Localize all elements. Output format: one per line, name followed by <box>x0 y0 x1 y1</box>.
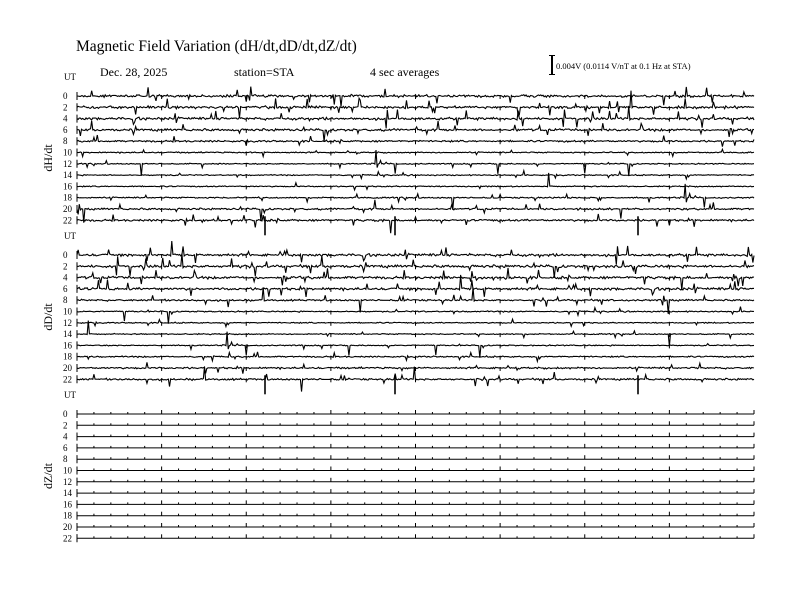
ut-label: UT <box>64 72 76 82</box>
row-label: 14 <box>63 329 72 340</box>
row-label: 12 <box>63 476 72 487</box>
row-label: 10 <box>63 147 72 158</box>
row-label: 22 <box>63 374 72 385</box>
row-label: 14 <box>63 488 72 499</box>
row-label: 4 <box>63 272 68 283</box>
row-label: 8 <box>63 295 68 306</box>
row-label: 0 <box>63 91 68 101</box>
trace-line <box>77 214 754 233</box>
station-label: station=STA <box>234 65 295 79</box>
row-label: 6 <box>63 124 68 135</box>
trace-line <box>77 307 754 324</box>
ut-label: UT <box>64 390 76 400</box>
row-label: 6 <box>63 442 68 453</box>
row-label: 12 <box>63 317 72 328</box>
averaging-label: 4 sec averages <box>370 65 440 79</box>
row-label: 2 <box>63 261 68 272</box>
row-label: 18 <box>63 192 72 203</box>
date-label: Dec. 28, 2025 <box>100 65 168 79</box>
trace-line <box>77 241 754 265</box>
axis-label: dH/dt <box>41 144 55 172</box>
row-label: 0 <box>63 250 68 260</box>
row-label: 10 <box>63 465 72 476</box>
panel-dhdt <box>41 72 754 235</box>
panel-dzdt <box>41 390 754 543</box>
row-label: 22 <box>63 533 72 544</box>
row-label: 8 <box>63 454 68 465</box>
row-label: 18 <box>63 351 72 362</box>
row-label: 16 <box>63 340 72 351</box>
row-label: 2 <box>63 102 68 113</box>
row-label: 20 <box>63 522 72 532</box>
axis-label: dD/dt <box>41 303 55 331</box>
row-label: 4 <box>63 113 68 124</box>
row-label: 10 <box>63 306 72 317</box>
row-label: 2 <box>63 420 68 431</box>
row-label: 20 <box>63 363 72 373</box>
row-label: 8 <box>63 136 68 147</box>
ut-label: UT <box>64 231 76 241</box>
row-label: 22 <box>63 215 72 226</box>
row-label: 0 <box>63 409 68 419</box>
chart-title: Magnetic Field Variation (dH/dt,dD/dt,dZ/dt) <box>76 38 357 55</box>
row-label: 12 <box>63 158 72 169</box>
panel-dddt <box>41 231 754 394</box>
scale-label: 0.004V (0.0114 V/nT at 0.1 Hz at STA) <box>556 61 691 71</box>
row-label: 4 <box>63 431 68 442</box>
row-label: 14 <box>63 170 72 181</box>
row-label: 16 <box>63 181 72 192</box>
row-label: 16 <box>63 499 72 510</box>
row-label: 20 <box>63 204 72 214</box>
row-label: 18 <box>63 510 72 521</box>
row-label: 6 <box>63 283 68 294</box>
axis-label: dZ/dt <box>41 463 55 489</box>
